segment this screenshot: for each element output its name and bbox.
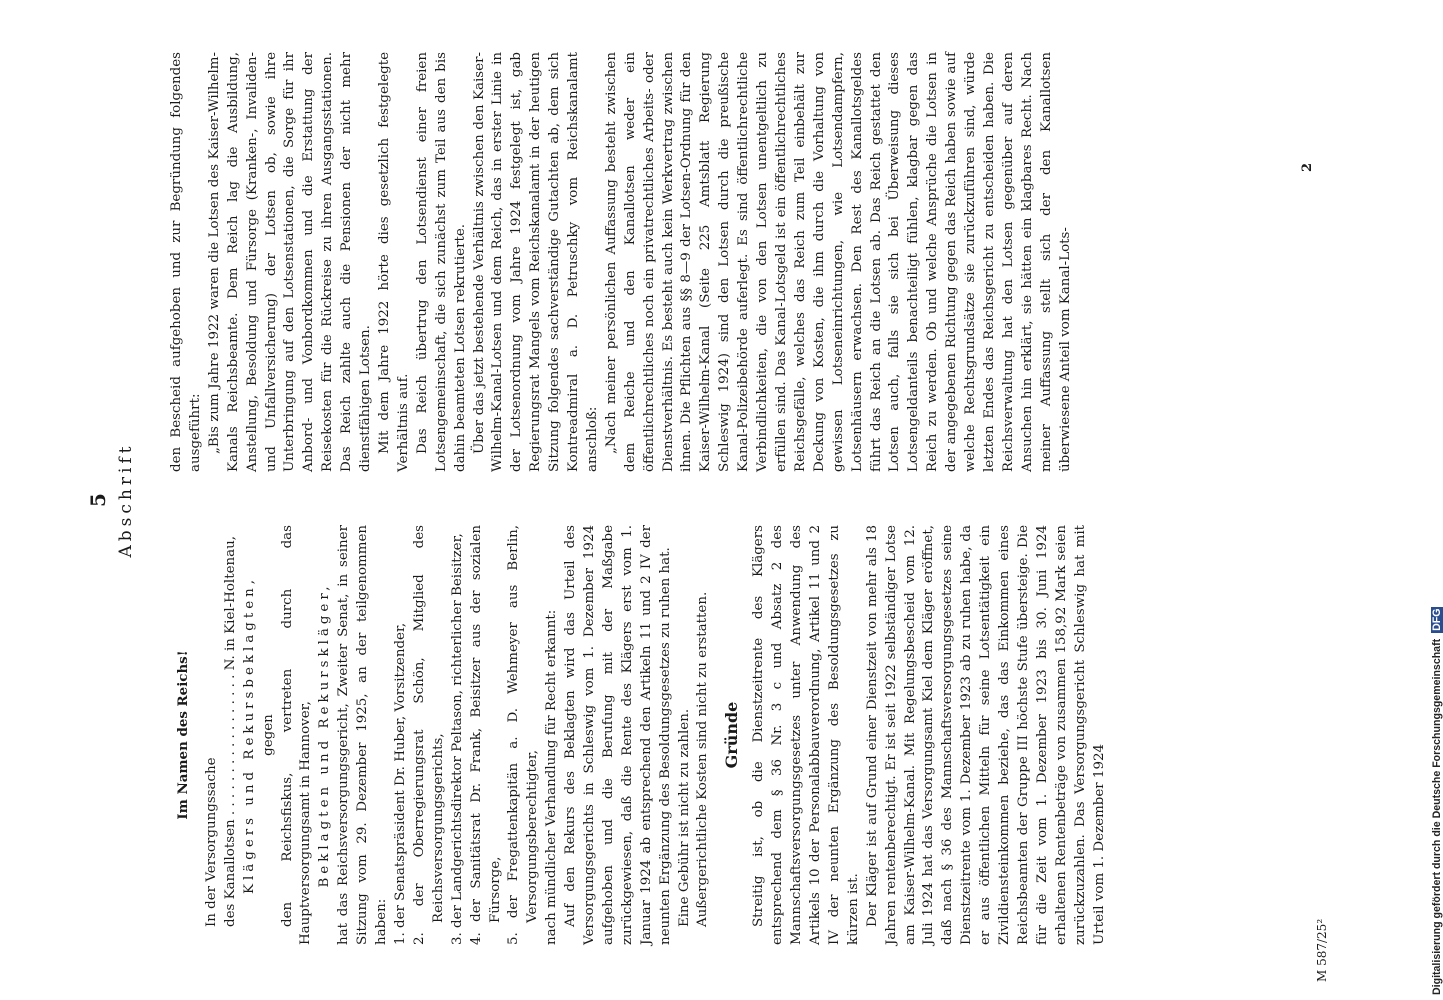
body-paragraph: den Bescheid aufgehoben und zur Begründung folgendes ausgeführt: [169, 52, 203, 472]
court-member: 3. der Landgerichtsdirektor Peltason, richterlicher Beisitzer, [449, 533, 465, 945]
left-column [168, 525, 1110, 945]
reasons-paragraph: Der Kläger ist auf Grund einer Dienstzeit von mehr als 18 Jahren rentenberechtigt. Er ist seit 1922 selbständiger Lotse am Kaiser-Wilhelm-Kanal. Mit Regelungsbescheid vom 12. Juli 1924 hat das Versorgungsamt Kiel dem Kläger eröffnet, daß nach § 36 des Mannschaftsversorgungsgesetzes seine Dienstzeitrente vom 1. Dezember 1923 ab zu ruhen habe, da er aus öffentlichen Mitteln für seine Lotsentätigkeit ein Zivildiensteinkommen beziehe, das das Einkommen eines Reichsbeamten der Gruppe III höchste Stufe übersteige. Die für die Zeit vom 1. Dezember 1923 bis 30. Juni 1924 erhaltenen Rentenbeträge von zusammen 158,92 Mark seien zurückzuzahlen. Das Versorgungsgericht Schleswig hat mit Urteil vom 1. Dezember 1924 [864, 525, 1107, 945]
verdict-intro: nach mündlicher Verhandlung für Recht erkannt: [544, 609, 560, 945]
body-paragraph: Mit dem Jahre 1922 hörte dies gesetzlich festgelegte Verhältnis auf. [376, 52, 411, 472]
court-member: 5. der Fregattenkapitän a. D. Wehmeyer aus Berlin, Versorgungsberechtigter, [506, 525, 541, 945]
case-intro: In der Versorgungssache [203, 757, 219, 927]
court-member: 1. der Senatspräsident Dr. Huber, Vorsitzender, [392, 622, 408, 945]
court-members-list [392, 525, 543, 945]
defendant-role: Beklagten und Rekurskläger, [317, 582, 333, 888]
document-header: Abschrift [116, 442, 136, 558]
page-number: 2 [1300, 162, 1315, 172]
court-member: 2. der Oberregierungsrat Schön, Mitglied des Reichsversorgungsgerichts, [411, 525, 446, 945]
right-column [168, 52, 1076, 472]
body-paragraph: „Bis zum Jahre 1922 waren die Lotsen des Kaiser-Wilhelm-Kanals Reichsbeamte. Dem Reich lag die Ausbildung, Anstellung, Besoldung und Fürsorge (Kranken-, Invaliden- und Unfallversicherung) der Lotsen ob, sowie ihre Unterbringung auf den Lotsenstationen, die Sorge für ihr Anbord- und Vonbordkommen und die Erstattung der Reisekosten für die Rückreise zu ihren Ausgangsstationen. Das Reich zahlte auch die Pensionen der nicht mehr dienstfähigen Lotsen. [206, 52, 374, 472]
body-paragraph: Das Reich übertrug den Lotsendienst einer freien Lotsengemeinschaft, die sich zunächst zum Teil aus den bis dahin beamteten Lotsen rekrutierte. [414, 52, 468, 472]
defendant-line: den Reichsfiskus, vertreten durch das Hauptversorgungsamt in Hannover, [279, 525, 314, 945]
plaintiff-role: Klägers und Rekursbeklagten, [241, 575, 257, 895]
file-reference: M 587/25² [1315, 918, 1329, 982]
body-paragraph: Über das jetzt bestehende Verhältnis zwischen den Kaiser-Wilhelm-Kanal-Lotsen und dem Reich, das in erster Linie in der Lotsenordnung vom Jahre 1924 festgelegt ist, gab Regierungsrat Mangels vom Reichskanalamt in der heutigen Sitzung folgendes sachverständige Gutachten ab, dem sich Kontreadmiral a. D. Petruschky vom Reichskanalamt anschloß: [471, 52, 600, 472]
body-paragraph: „Nach meiner persönlichen Auffassung besteht zwischen dem Reiche und den Kanallotsen weder ein öffentlichrechtliches noch ein privatrechtliches Arbeits- oder Dienstverhältnis. Es besteht auch kein Werkvertrag zwischen ihnen. Die Pflichten aus §§ 8—9 der Lotsen-Ordnung für den Kaiser-Wilhelm-Kanal (Seite 225 Amtsblatt Regierung Schleswig 1924) sind den Lotsen durch die preußische Kanal-Polizeibehörde auferlegt. Es sind öffentlichrechtliche Verbindlichkeiten, die von den Lotsen unentgeltlich zu erfüllen sind. Das Kanal-Lotsgeld ist ein öffentlichrechtliches Reichsgefälle, welches das Reich zum Teil einbehält zur Deckung von Kosten, die ihm durch die Vorhaltung von gewissen Lotseneinrichtungen, wie Lotsendampfern, Lotsenhäusern erwachsen. Den Rest des Kanallotsgeldes führt das Reich an die Lotsen ab. Das Reich gestattet den Lotsen auch, falls sie sich bei Überweisung dieses Lotsengeldanteils benachteiligt fühlen, klagbar gegen das Reich zu werden. Ob und welche Ansprüche die Lotsen in der angegebenen Richtung gegen das Reich haben sowie auf welche Rechtsgrundsätze sie zurückzuführen sind, würde letzten Endes das Reichsgericht zu entscheiden haben. Die Reichsverwaltung hat den Lotsen gegenüber auf deren Ansuchen hin erklärt, sie hätten ein klagbares Recht. Nach meiner Auffassung stellt sich der den Kanallotsen überwiesene Anteil vom Kanal-Lots- [603, 52, 1073, 472]
plaintiff-line: des Kanallotsen . . . . . . . . . . . . . . . . . N. in Kiel-Holtenau, [222, 536, 238, 927]
court-member: 4. der Sanitätsrat Dr. Frank, Beisitzer aus der sozialen Fürsorge, [468, 525, 503, 945]
verdict-text: Auf den Rekurs des Beklagten wird das Urteil des Versorgungsgerichts in Schleswig vom 1. Dezember 1924 aufgehoben und die Berufung mit der Maßgabe zurückgewiesen, daß die Rente des Klägers erst vom 1. Januar 1924 ab entsprechend den Artikeln 11 und 2 IV der neunten Ergänzung des Besoldungsgesetzes zu ruhen hat. [563, 525, 673, 945]
dfg-credit-text: Digitalisierung gefördert durch die Deutsche Forschungsgemeinschaft [1431, 638, 1443, 995]
versus-line: gegen [260, 714, 276, 756]
judgment-title: Im Namen des Reichs! [175, 650, 191, 820]
reasons-heading: Gründe [722, 701, 742, 769]
costs-line: Außergerichtliche Kosten sind nicht zu erstatten. [695, 591, 711, 927]
dfg-logo: DFG [1431, 608, 1443, 631]
folio-number: 5 [86, 493, 110, 507]
reasons-paragraph: Streitig ist, ob die Dienstzeitrente des Klägers entsprechend dem § 36 Nr. 3 c und Absatz 2 des Mannschaftsversorgungsgesetzes unter Anwendung des Artikels 10 der Personalabbauverordnung, Artikel 11 und 2 IV der neunten Ergänzung des Besoldungsgesetzes zu kürzen ist. [751, 525, 861, 945]
fee-line: Eine Gebühr ist nicht zu zahlen. [676, 708, 692, 927]
court-session: hat das Reichsversorgungsgericht, Zweiter Senat, in seiner Sitzung vom 29. Dezember 1925, an der teilgenommen haben: [336, 525, 390, 945]
dfg-credit [1431, 607, 1443, 995]
